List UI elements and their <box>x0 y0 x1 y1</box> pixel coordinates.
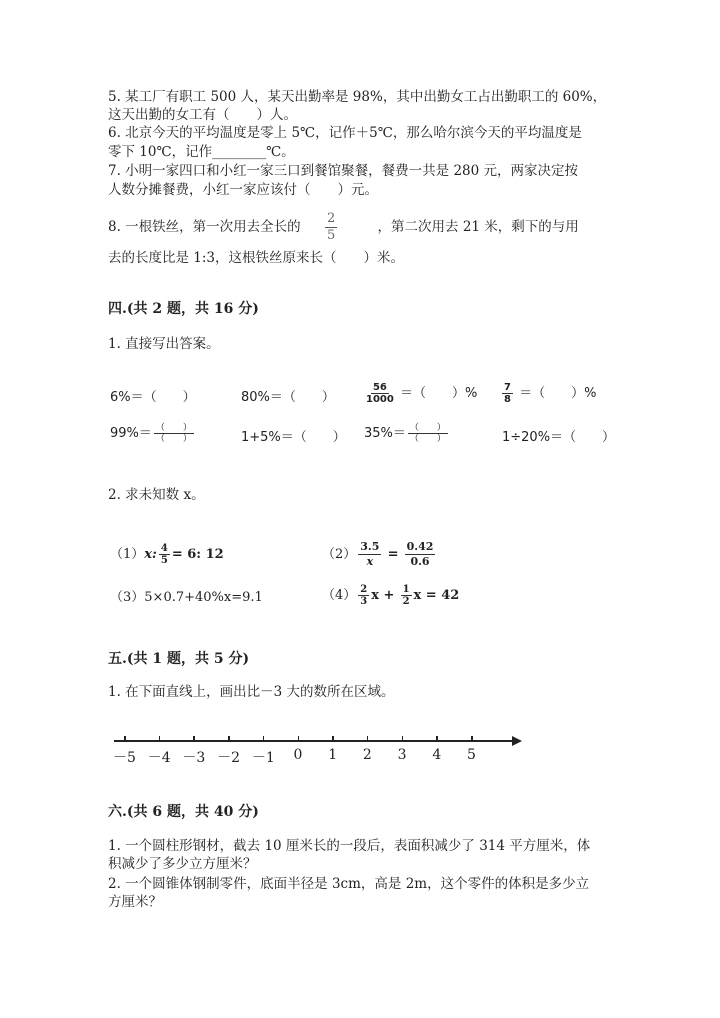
tick <box>263 736 265 741</box>
numerator: （ ） <box>155 423 192 433</box>
numerator: 1 <box>402 584 410 595</box>
denominator: 2 <box>402 596 410 607</box>
label: （3） <box>110 590 145 605</box>
item-6pct: 6%＝（ ） <box>110 390 196 405</box>
fraction <box>366 382 394 405</box>
tick <box>124 736 126 741</box>
s4-q2-title: 2. 求未知数 x。 <box>108 487 205 503</box>
tick <box>367 736 369 741</box>
axis-line <box>114 740 514 742</box>
term: x: <box>144 547 157 562</box>
tick <box>193 736 195 741</box>
item-99pct <box>110 422 196 444</box>
q6-line1: 6. 北京今天的平均温度是零上 5℃，记作＋5℃，那么哈尔滨今天的平均温度是 <box>108 125 582 141</box>
tick <box>159 736 161 741</box>
item-7-8 <box>500 382 596 405</box>
fraction <box>405 540 436 569</box>
section-4-heading: 四.(共 2 题，共 16 分) <box>108 301 259 317</box>
tick-label: 1 <box>328 747 338 763</box>
q8-line2: 去的长度比是 1:3，这根铁丝原来长（ ）米。 <box>108 250 405 266</box>
tick-label: －2 <box>217 750 241 766</box>
tick-label: －5 <box>113 750 136 766</box>
tick-label: －3 <box>182 750 206 766</box>
numerator: 56 <box>372 382 387 393</box>
q6-line2: 零下 10℃，记作________℃。 <box>108 144 295 160</box>
tick-label: 5 <box>467 747 476 763</box>
label: （2） <box>322 547 357 562</box>
tick-label: 2 <box>362 747 372 763</box>
denominator: 0.6 <box>410 555 430 568</box>
numerator: 0.42 <box>406 540 434 553</box>
s6-q2-line1: 2. 一个圆锥体钢制零件，底面半径是 3cm，高是 2m，这个零件的体积是多少立 <box>108 876 590 892</box>
tick <box>402 736 404 741</box>
arrow-head-icon <box>512 736 522 746</box>
fraction <box>502 382 513 405</box>
denominator: 5 <box>326 228 336 243</box>
s4-q1-title: 1. 直接写出答案。 <box>108 336 220 352</box>
item-56-1000 <box>364 382 477 405</box>
fraction <box>159 543 170 566</box>
q7-line2: 人数分摊餐费，小红一家应该付（ ）元。 <box>108 182 378 198</box>
s6-q1-line1: 1. 一个圆柱形钢材，截去 10 厘米长的一段后，表面积减少了 314 平方厘米，体 <box>108 838 591 854</box>
q5-line2: 这天出勤的女工有（ ）人。 <box>108 107 297 123</box>
item-1-plus-5pct: 1+5%＝（ ） <box>241 430 346 445</box>
equals: = <box>387 547 399 562</box>
tick <box>228 736 230 741</box>
numerator: 2 <box>326 211 336 226</box>
s6-q1-line2: 积减少了多少立方厘米？ <box>108 856 257 872</box>
tick-label: 4 <box>432 747 442 763</box>
fraction-blank <box>154 423 194 444</box>
lhs: 35%＝ <box>364 426 406 441</box>
numerator: （ ） <box>409 423 446 433</box>
denominator: （ ） <box>155 434 192 444</box>
number-line[interactable] <box>112 730 522 770</box>
section-6-heading: 六.(共 6 题，共 40 分) <box>108 804 259 820</box>
denominator: 1000 <box>366 394 394 405</box>
tick-label: －4 <box>147 750 171 766</box>
q8-line1 <box>108 211 579 244</box>
term: x + <box>371 588 395 603</box>
numerator: 2 <box>360 584 368 595</box>
s5-q1: 1. 在下面直线上，画出比－3 大的数所在区域。 <box>108 684 395 700</box>
item-80pct: 80%＝（ ） <box>241 390 335 405</box>
q8-text-after: ，第二次用去 21 米，剩下的与用 <box>377 219 579 235</box>
section-5-heading: 五.(共 1 题，共 5 分) <box>108 651 250 667</box>
fraction <box>358 584 369 607</box>
equation-1 <box>110 543 224 566</box>
term: = 6: 12 <box>171 547 224 562</box>
fraction <box>325 211 337 244</box>
label: （1） <box>110 547 145 562</box>
item-1-div-20pct: 1÷20%＝（ ） <box>502 430 616 445</box>
tick <box>471 736 473 741</box>
equation-4 <box>322 584 459 607</box>
denominator: 3 <box>360 596 368 607</box>
fraction <box>358 540 381 569</box>
answer-blank: ＝（ ）% <box>519 386 597 401</box>
denominator: x <box>366 555 374 568</box>
tick-label: －1 <box>251 750 275 766</box>
equation-2 <box>322 540 437 569</box>
term: x = 42 <box>413 588 460 603</box>
tick <box>298 736 300 741</box>
numerator: 4 <box>160 543 168 554</box>
tick <box>332 736 334 741</box>
s6-q2-line2: 方厘米？ <box>108 894 162 910</box>
tick-label: 3 <box>397 747 407 763</box>
q5-line1: 5. 某工厂有职工 500 人，某天出勤率是 98%，其中出勤女工占出勤职工的 60%， <box>108 89 607 105</box>
fraction <box>401 584 412 607</box>
denominator: 8 <box>504 394 511 405</box>
numerator: 7 <box>504 382 511 393</box>
q7-line1: 7. 小明一家四口和小红一家三口到餐馆聚餐，餐费一共是 280 元，两家决定按 <box>108 163 579 179</box>
fraction-blank <box>408 423 448 444</box>
answer-blank: ＝（ ）% <box>399 386 478 401</box>
denominator: （ ） <box>409 434 446 444</box>
label: （4） <box>322 588 357 603</box>
tick-label: 0 <box>293 747 303 763</box>
equation-3 <box>110 586 263 605</box>
expression: 5×0.7+40%x=9.1 <box>144 590 263 605</box>
numerator: 3.5 <box>360 540 380 553</box>
q8-text-before: 8. 一根铁丝，第一次用去全长的 <box>108 219 301 235</box>
tick <box>436 736 438 741</box>
item-35pct <box>364 422 450 444</box>
denominator: 5 <box>160 555 168 566</box>
lhs: 99%＝ <box>110 426 152 441</box>
